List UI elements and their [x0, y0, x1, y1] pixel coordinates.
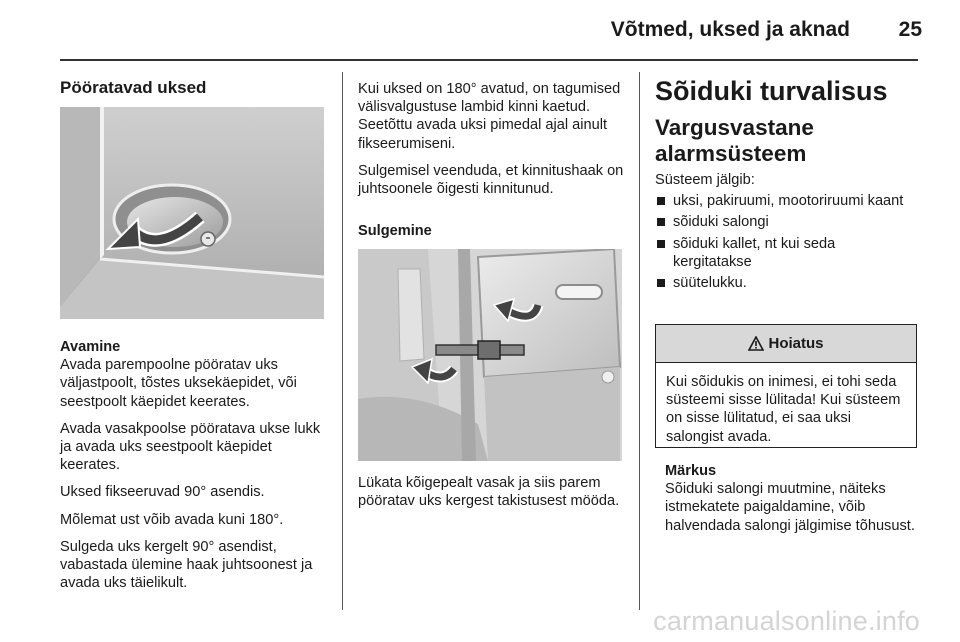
watermark: carmanualsonline.info: [653, 606, 920, 636]
subheading-opening: Avamine: [60, 339, 121, 355]
column-2-text: [358, 80, 624, 207]
subheading-anti-theft-alarm: Vargusvastane alarmsüsteem: [655, 115, 814, 166]
warning-box: [655, 324, 917, 448]
header-divider: [60, 59, 918, 61]
note-title: Märkus: [665, 463, 717, 479]
note-block: [665, 462, 917, 535]
alarm-monitoring-list: [655, 171, 917, 295]
list-item: sõiduki salongi: [655, 213, 917, 231]
warning-title: Hoiatus: [768, 335, 824, 352]
note-text: Sõiduki salongi muutmine, näiteks istmekatete paigaldamine, võib halvendada salongi jälgimise tõhusust.: [665, 481, 915, 534]
subheading-closing: Sulgemine: [358, 223, 432, 239]
paragraph: Uksed fikseeruvad 90° asendis.: [60, 484, 265, 501]
rear-door-closing-illustration: [358, 249, 622, 461]
paragraph: Mõlemat ust võib avada kuni 180°.: [60, 511, 284, 528]
paragraph: Sulgeda uks kergelt 90° asendist, vabastada ülemine haak juhtsoonest ja avada uks täielikult.: [60, 538, 313, 592]
warning-triangle-icon: [748, 336, 764, 351]
paragraph: Kui uksed on 180° avatud, on tagumised välisvalgustuse lambid kinni kaetud. Seetõttu avada uksi pimedal ajal ainult fikseerumiseni.: [358, 81, 621, 152]
list-item: süütelukku.: [655, 274, 917, 292]
running-header-title: Võtmed, uksed ja aknad: [610, 18, 850, 41]
section-heading-swing-doors: Pööratavad uksed: [60, 78, 207, 97]
column-1-text: [60, 338, 326, 601]
section-heading-vehicle-security: Sõiduki turvalisus: [655, 76, 888, 106]
closing-caption: Lükata kõigepealt vasak ja siis parem pööratav uks kergest takistusest mööda.: [358, 475, 620, 510]
paragraph: Sulgemisel veenduda, et kinnitushaak on juhtsoonele õigesti kinnitunud.: [358, 162, 624, 198]
list-item: sõiduki kallet, nt kui seda kergitatakse: [655, 235, 917, 271]
column-divider-2: [639, 72, 640, 610]
intro-text: Süsteem jälgib:: [655, 172, 755, 188]
warning-header: [656, 325, 916, 363]
door-handle-illustration: [60, 107, 324, 319]
paragraph: Avada parempoolne pööratav uks väljastpoolt, tõstes uksekäepidet, või seestpoolt käepidet keerates.: [60, 357, 297, 410]
list-item: uksi, pakiruumi, mootoriruumi kaant: [655, 192, 917, 210]
page-number: 25: [898, 18, 922, 41]
column-divider-1: [342, 72, 343, 610]
warning-text: Kui sõidukis on inimesi, ei tohi seda süsteemi sisse lülitada! Kui süsteem on sisse lülitatud, ei saa uksi salongist avada.: [666, 374, 901, 445]
paragraph: Avada vasakpoolse pööratava ukse lukk ja avada uks seestpoolt käepidet keerates.: [60, 420, 321, 474]
